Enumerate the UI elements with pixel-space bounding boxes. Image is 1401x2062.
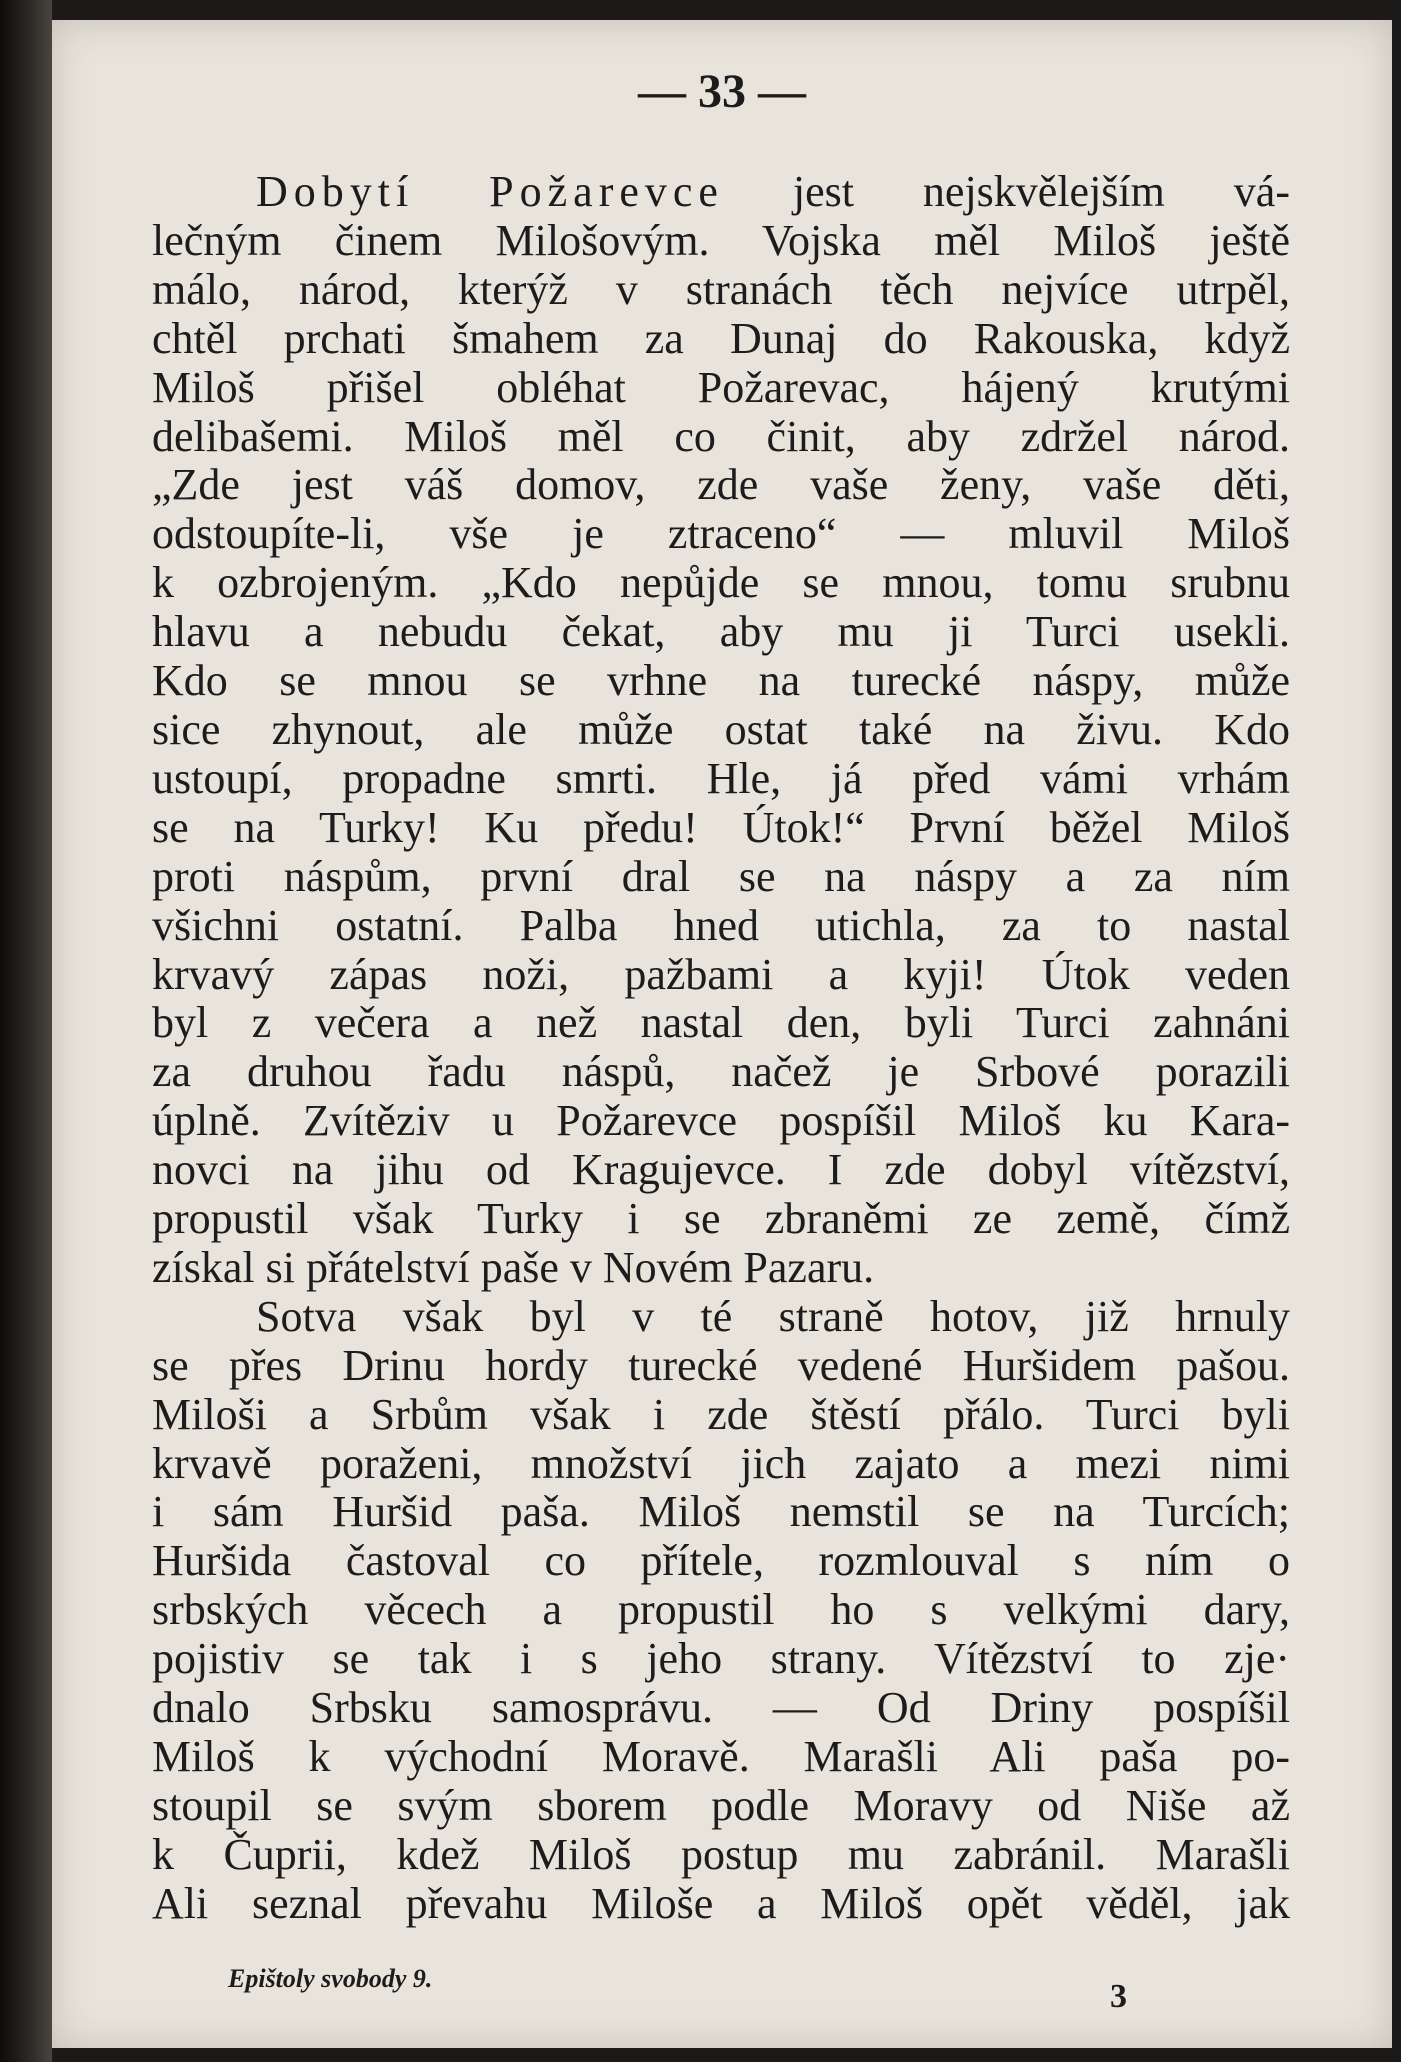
- text-line: získal si přátelství paše v Novém Pazaru.: [152, 1242, 875, 1292]
- text-line: novci na jihu od Kragujevce. I zde dobyl vítězství,: [152, 1145, 1290, 1195]
- text-line: i sám Huršid paša. Miloš nemstil se na Turcích;: [152, 1487, 1290, 1537]
- signature-mark: Epištoly svobody 9.: [228, 1964, 433, 1993]
- text-line: „Zde jest váš domov, zde vaše ženy, vaše děti,: [152, 460, 1290, 510]
- text-line: proti náspům, první dral se na náspy a za ním: [152, 851, 1290, 901]
- text-line: Miloši a Srbům však i zde štěstí přálo. Turci byli: [152, 1389, 1290, 1439]
- text-line: odstoupíte-li, vše je ztraceno“ — mluvil Miloš: [152, 509, 1290, 559]
- text-line: stoupil se svým sborem podle Moravy od Niše až: [152, 1780, 1290, 1830]
- text-line: pojistiv se tak i s jeho strany. Vítězství to zje·: [152, 1634, 1290, 1684]
- text-line: k ozbrojeným. „Kdo nepůjde se mnou, tomu srubnu: [152, 558, 1290, 608]
- text-line: Kdo se mnou se vrhne na turecké náspy, může: [152, 656, 1290, 706]
- text-line: krvavě poraženi, množství jich zajato a mezi nimi: [152, 1438, 1290, 1488]
- text-line: byl z večera a než nastal den, byli Turci zahnáni: [152, 998, 1290, 1048]
- text-line: Miloš přišel obléhat Požarevac, hájený krutými: [152, 362, 1290, 412]
- text-line: sice zhynout, ale může ostat také na živu. Kdo: [152, 704, 1290, 754]
- scan-edge: [0, 0, 52, 2062]
- text-line: za druhou řadu náspů, načež je Srbové porazili: [152, 1047, 1290, 1097]
- text-line: lečným činem Milošovým. Vojska měl Miloš ještě: [152, 215, 1290, 265]
- text-line: úplně. Zvítěziv u Požarevce pospíšil Miloš ku Kara-: [152, 1096, 1290, 1146]
- text-line: srbských věcech a propustil ho s velkými dary,: [152, 1585, 1290, 1635]
- text-line: krvavý zápas noži, pažbami a kyji! Útok veden: [152, 949, 1290, 999]
- paragraph-1: [152, 168, 1290, 1293]
- text-line: Sotva však byl v té straně hotov, již hrnuly: [256, 1291, 1290, 1341]
- text-line: se na Turky! Ku předu! Útok!“ První běžel Miloš: [152, 802, 1290, 852]
- text-line: delibašemi. Miloš měl co činit, aby zdržel národ.: [152, 411, 1290, 461]
- text-line: málo, národ, kterýž v stranách těch nejvíce utrpěl,: [152, 264, 1290, 314]
- text-line: všichni ostatní. Palba hned utichla, za to nastal: [152, 900, 1290, 950]
- text-line: Huršida častoval co přítele, rozmlouval s ním o: [152, 1536, 1290, 1586]
- page-body: [152, 168, 1290, 1929]
- page-number-header: — 33 —: [638, 65, 806, 118]
- text-line: chtěl prchati šmahem za Dunaj do Rakouska, když: [152, 313, 1290, 363]
- text-line: propustil však Turky i se zbraněmi ze země, čímž: [152, 1194, 1290, 1244]
- text-line: Miloš k východní Moravě. Marašli Ali paša po-: [152, 1732, 1290, 1781]
- emphasized-text: Dobytí Požarevce: [256, 167, 724, 216]
- text-line: hlavu a nebudu čekat, aby mu ji Turci usekli.: [152, 607, 1290, 657]
- text-line: k Čuprii, kdež Miloš postup mu zabránil. Marašli: [152, 1829, 1290, 1879]
- sheet-number: 3: [1110, 1978, 1127, 2015]
- text-line: Ali seznal převahu Miloše a Miloš opět věděl, jak: [152, 1878, 1290, 1928]
- text-line: ustoupí, propadne smrti. Hle, já před vámi vrhám: [152, 753, 1290, 803]
- text-line: dnalo Srbsku samosprávu. — Od Driny pospíšil: [152, 1683, 1290, 1733]
- text-line: [152, 168, 1290, 217]
- line-rest: jest nejskvělejším vá-: [792, 167, 1290, 216]
- text-line: se přes Drinu hordy turecké vedené Huršidem pašou.: [152, 1340, 1290, 1390]
- paragraph-2: [152, 1293, 1290, 1929]
- book-page: [52, 20, 1392, 2048]
